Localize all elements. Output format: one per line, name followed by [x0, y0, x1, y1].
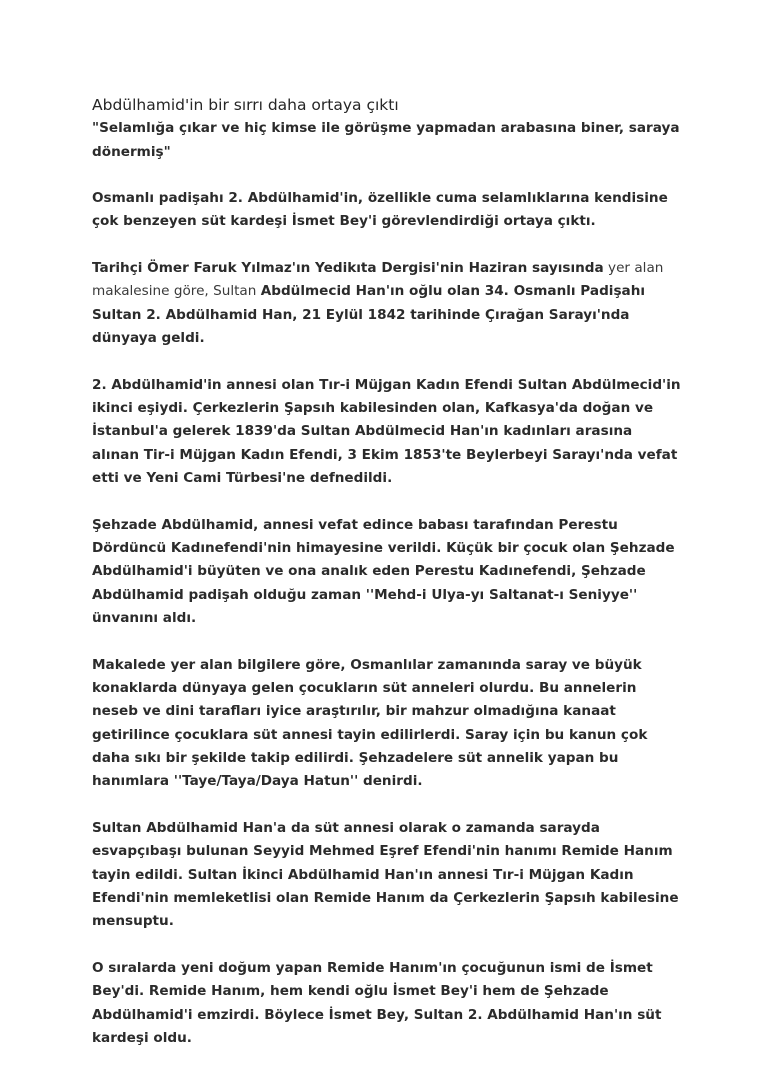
paragraph-2-part-2: yer alan makalesine göre, Sultan [92, 260, 664, 300]
paragraph-4: Şehzade Abdülhamid, annesi vefat edince babası tarafından Perestu Dördüncü Kadınefendi'nin himayesine verildi. Küçük bir çocuk olan Şehzade Abdülhamid'i büyüten ve ona analık eden Perestu Kadınefendi, Şehzade Abdülhamid padişah olduğu zaman ''Mehd-i Ulya-yı Saltanat-ı Seniyye'' ünvanını aldı. [92, 516, 675, 626]
article [92, 94, 682, 1074]
article-title: Abdülhamid'in bir sırrı daha ortaya çıktı [92, 96, 399, 114]
paragraph-1: Osmanlı padişahı 2. Abdülhamid'in, özellikle cuma selamlıklarına kendisine çok benzeyen süt kardeşi İsmet Bey'i görevlendirdiği ortaya çıktı. [92, 190, 668, 230]
paragraph-2-part-1: Tarihçi Ömer Faruk Yılmaz'ın Yedikıta Dergisi'nin Haziran sayısında [92, 260, 604, 277]
paragraph-5: Makalede yer alan bilgilere göre, Osmanlılar zamanında saray ve büyük konaklarda dünyaya gelen çocukların süt anneleri olurdu. Bu annelerin neseb ve dini tarafları iyice araştırılır, bir mahzur olmadığına kanaat getirilince çocuklara süt annesi tayin edilirlerdi. Saray için bu kanun çok daha sıkı bir şekilde takip edilirdi. Şehzadelere süt annelik yapan bu hanımlara ''Taye/Taya/Daya Hatun'' denirdi. [92, 656, 648, 790]
paragraph-7: O sıralarda yeni doğum yapan Remide Hanım'ın çocuğunun ismi de İsmet Bey'di. Remide Hanım, hem kendi oğlu İsmet Bey'i hem de Şehzade Abdülhamid'i emzirdi. Böylece İsmet Bey, Sultan 2. Abdülhamid Han'ın süt kardeşi oldu. [92, 960, 662, 1046]
paragraph-2-part-3: Abdülmecid Han'ın oğlu olan 34. Osmanlı Padişahı Sultan 2. Abdülhamid Han, 21 Eylül 1842 tarihinde Çırağan Sarayı'nda dünyaya geldi. [92, 283, 646, 346]
paragraph-3: 2. Abdülhamid'in annesi olan Tır-i Müjgan Kadın Efendi Sultan Abdülmecid'in ikinci eşiydi. Çerkezlerin Şapsıh kabilesinden olan, Kafkasya'da doğan ve İstanbul'a gelerek 1839'da Sultan Abdülmecid Han'ın kadınları arasına alınan Tir-i Müjgan Kadın Efendi, 3 Ekim 1853'te Beylerbeyi Sarayı'nda vefat etti ve Yeni Cami Türbesi'ne defnedildi. [92, 376, 681, 486]
article-subtitle: "Selamlığa çıkar ve hiç kimse ile görüşme yapmadan arabasına biner, saraya dönermiş" [92, 120, 680, 160]
paragraph-6: Sultan Abdülhamid Han'a da süt annesi olarak o zamanda sarayda esvapçıbaşı bulunan Seyyid Mehmed Eşref Efendi'nin hanımı Remide Hanım tayin edildi. Sultan İkinci Abdülhamid Han'ın annesi Tır-i Müjgan Kadın Efendi'nin memleketlisi olan Remide Hanım da Çerkezlerin Şapsıh kabilesine mensuptu. [92, 820, 679, 930]
paragraph-2 [92, 257, 682, 350]
